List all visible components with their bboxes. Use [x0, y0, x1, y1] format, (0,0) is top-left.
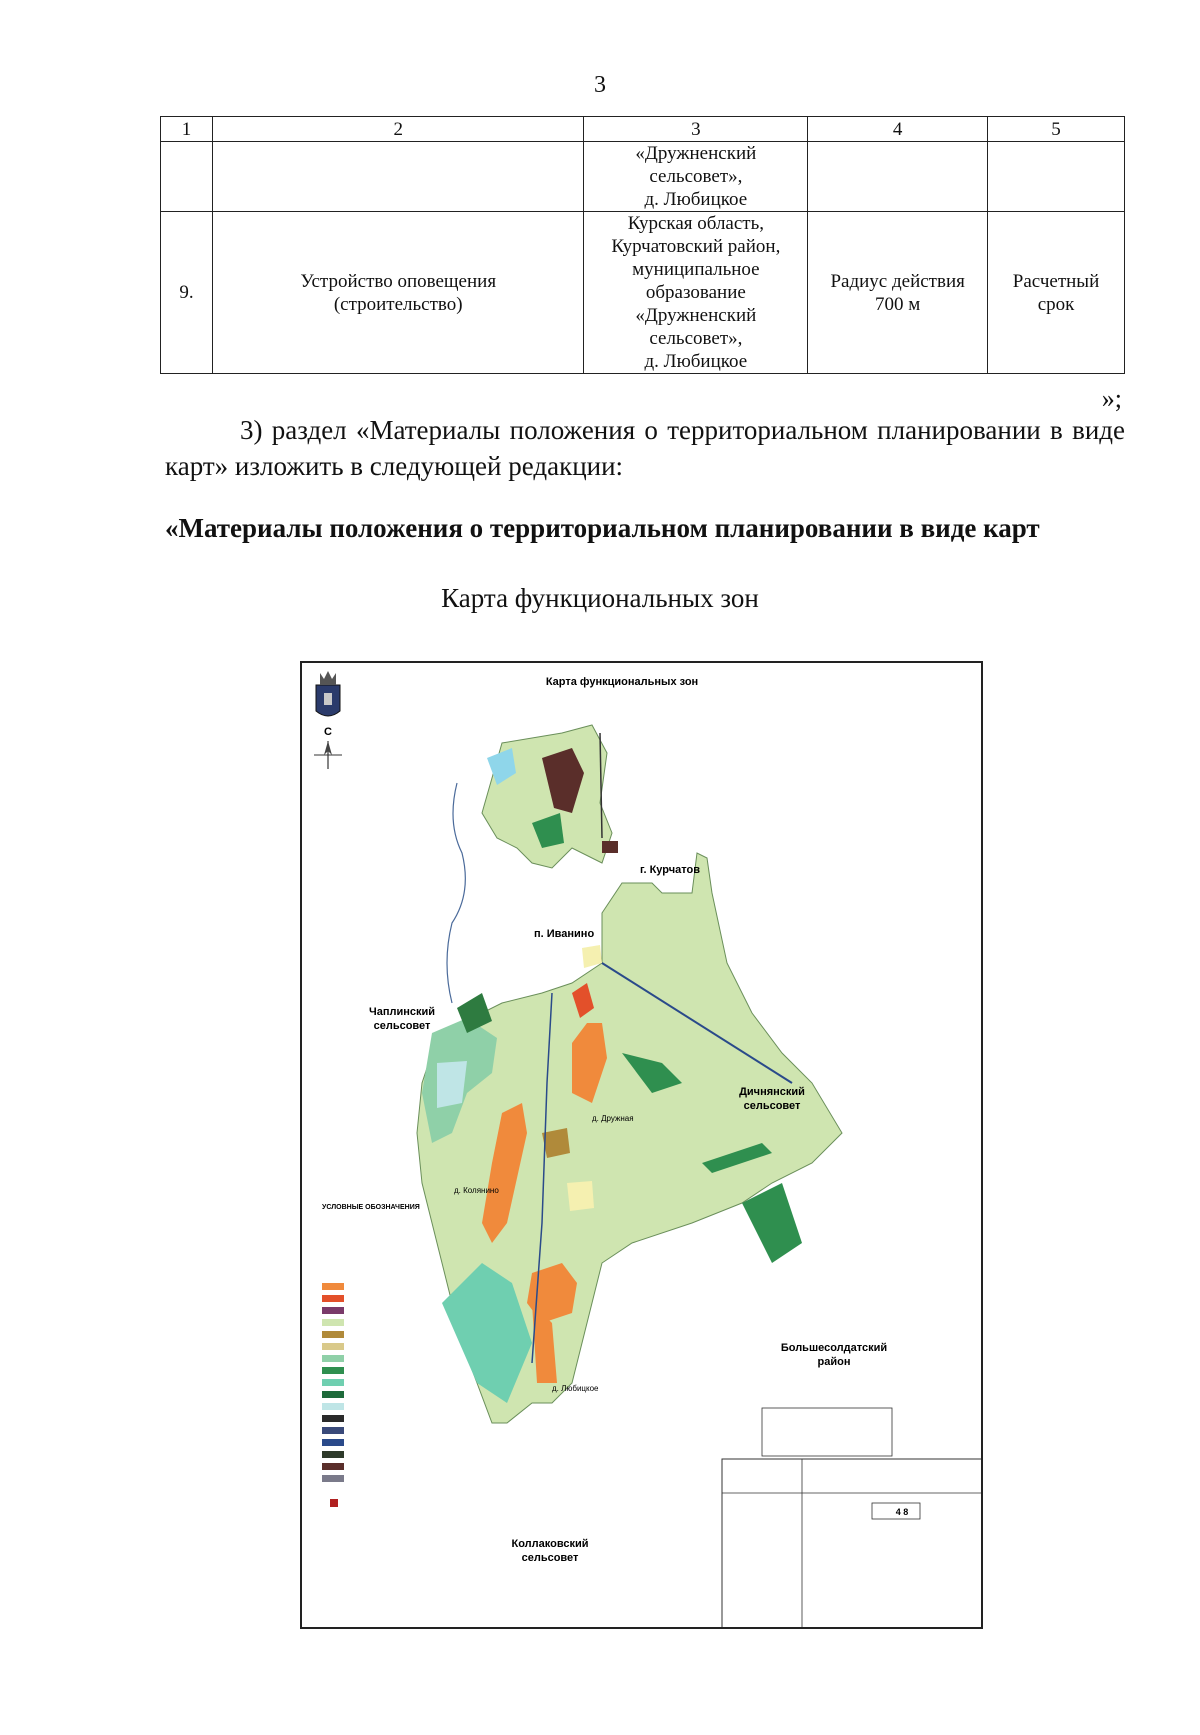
label-bolshesoldatsky-2: район — [817, 1356, 851, 1368]
stamp-sheet-numbers: 4 8 — [895, 1507, 909, 1517]
parameter-line: 700 м — [875, 293, 921, 315]
label-kollakovsky-2: сельсовет — [521, 1552, 579, 1564]
table-row — [161, 212, 1125, 374]
amendment-paragraph: 3) раздел «Материалы положения о территориальном планировании в виде карт» изложить в следующей редакции: — [165, 415, 1125, 481]
table-row — [161, 142, 1125, 212]
header-cell: 5 — [988, 117, 1125, 142]
label-bolshesoldatsky-1: Большесолдатский — [780, 1342, 888, 1354]
term-cell — [988, 212, 1125, 374]
coat-of-arms-icon — [316, 671, 340, 716]
table-header-row — [161, 117, 1125, 142]
zone-special-yellow — [567, 1181, 594, 1211]
term-line: Расчетный — [1012, 270, 1100, 292]
legend-title: УСЛОВНЫЕ ОБОЗНАЧЕНИЯ — [322, 1204, 420, 1211]
label-chaplinsky-1: Чаплинский — [368, 1006, 436, 1018]
zone-special-kurchatov — [602, 841, 618, 853]
map-heading: Карта функциональных зон — [441, 583, 759, 613]
header-cell: 2 — [212, 117, 584, 142]
legend-swatches — [322, 1283, 344, 1507]
label-kolyanino: д. Колянино — [454, 1186, 499, 1195]
parameter-cell — [808, 212, 988, 374]
page-number: 3 — [594, 72, 606, 98]
compass-letter: С — [324, 726, 332, 738]
object-name-line: (строительство) — [333, 293, 463, 315]
closing-mark: »; — [1101, 384, 1122, 413]
label-dichnyansky-1: Дичнянский — [739, 1086, 805, 1098]
functional-zones-map — [300, 661, 983, 1629]
parameter-line: Радиус действия — [830, 270, 965, 292]
label-lyubitskoe: д. Любицкое — [552, 1384, 599, 1393]
object-name-line: Устройство оповещения — [300, 270, 497, 292]
label-chaplinsky-2: сельсовет — [373, 1020, 431, 1032]
label-kollakovsky-1: Коллаковский — [511, 1538, 589, 1550]
header-cell: 3 — [584, 117, 808, 142]
row-number-cell: 9. — [161, 212, 213, 374]
location-cell: «Дружненский сельсовет», д. Любицкое — [584, 142, 808, 212]
label-dichnyansky-2: сельсовет — [743, 1100, 801, 1112]
river — [447, 783, 465, 1003]
header-cell: 1 — [161, 117, 213, 142]
title-block — [722, 1408, 983, 1629]
label-ivanino: п. Иванино — [534, 928, 595, 940]
header-cell: 4 — [808, 117, 988, 142]
map-drawing — [302, 663, 983, 1629]
zone-industrial — [542, 1128, 570, 1158]
compass-icon — [314, 741, 342, 769]
section-heading: «Материалы положения о территориальном планировании в виде карт — [165, 513, 1040, 543]
object-name-cell — [212, 212, 584, 374]
label-kurchatov: г. Курчатов — [640, 864, 700, 876]
map-title: Карта функциональных зон — [545, 676, 699, 688]
term-line: срок — [1037, 293, 1075, 315]
objects-table — [160, 116, 1125, 374]
location-cell: Курская область, Курчатовский район, муниципальное образование «Дружненский сельсовет», д. Любицкое — [584, 212, 808, 374]
label-druzhnaya: д. Дружная — [592, 1114, 634, 1123]
